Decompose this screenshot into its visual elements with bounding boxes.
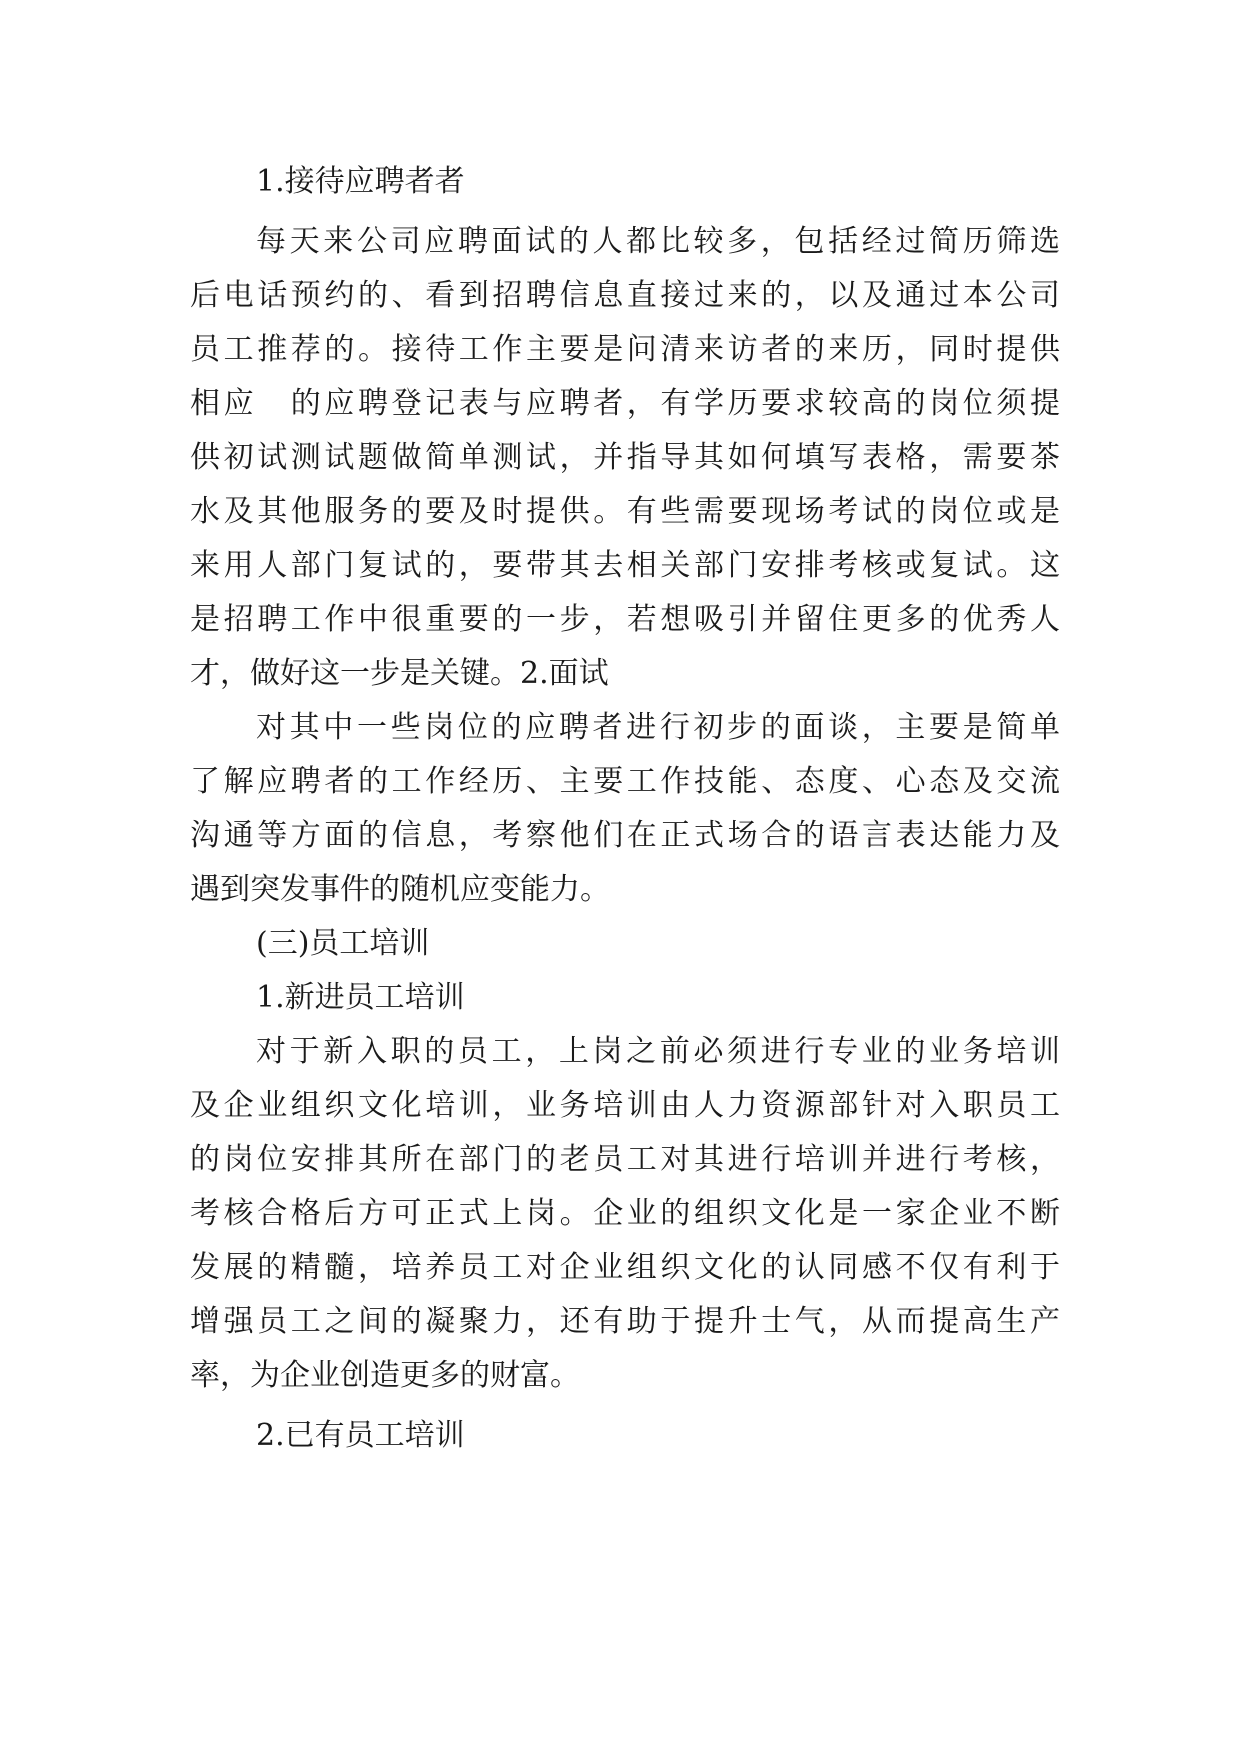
paragraph-line: 发展的精髓，培养员工对企业组织文化的认同感不仅有利于 <box>190 1250 1060 1285</box>
paragraph-line: 对于新入职的员工，上岗之前必须进行专业的业务培训 <box>256 1034 1060 1069</box>
paragraph-line: 才，做好这一步是关键。2.面试 <box>190 656 609 691</box>
paragraph-line: 的岗位安排其所在部门的老员工对其进行培训并进行考核， <box>190 1142 1060 1177</box>
paragraph-line: 及企业组织文化培训，业务培训由人力资源部针对入职员工 <box>190 1088 1060 1123</box>
paragraph-line: 相应 的应聘登记表与应聘者，有学历要求较高的岗位须提 <box>190 386 1060 421</box>
paragraph-line: 率，为企业创造更多的财富。 <box>190 1358 580 1393</box>
heading-staff-training: (三)员工培训 <box>256 926 430 961</box>
paragraph-line: 供初试测试题做简单测试，并指导其如何填写表格，需要茶 <box>190 440 1060 475</box>
paragraph-line: 考核合格后方可正式上岗。企业的组织文化是一家企业不断 <box>190 1196 1060 1231</box>
paragraph-line: 后电话预约的、看到招聘信息直接过来的，以及通过本公司 <box>190 278 1060 313</box>
paragraph-line: 每天来公司应聘面试的人都比较多，包括经过简历筛选 <box>256 224 1060 259</box>
paragraph-line: 对其中一些岗位的应聘者进行初步的面谈，主要是简单 <box>256 710 1060 745</box>
paragraph-line: 沟通等方面的信息，考察他们在正式场合的语言表达能力及 <box>190 818 1060 853</box>
paragraph-line: 员工推荐的。接待工作主要是问清来访者的来历，同时提供 <box>190 332 1060 367</box>
heading-reception: 1.接待应聘者者 <box>256 164 465 199</box>
paragraph-line: 水及其他服务的要及时提供。有些需要现场考试的岗位或是 <box>190 494 1060 529</box>
paragraph-line: 遇到突发事件的随机应变能力。 <box>190 872 610 907</box>
paragraph-line: 了解应聘者的工作经历、主要工作技能、态度、心态及交流 <box>190 764 1060 799</box>
paragraph-line: 增强员工之间的凝聚力，还有助于提升士气，从而提高生产 <box>190 1304 1060 1339</box>
paragraph-line: 是招聘工作中很重要的一步，若想吸引并留住更多的优秀人 <box>190 602 1060 637</box>
heading-existing-staff-training: 2.已有员工培训 <box>256 1418 465 1453</box>
paragraph-line: 来用人部门复试的，要带其去相关部门安排考核或复试。这 <box>190 548 1060 583</box>
heading-new-staff-training: 1.新进员工培训 <box>256 980 465 1015</box>
